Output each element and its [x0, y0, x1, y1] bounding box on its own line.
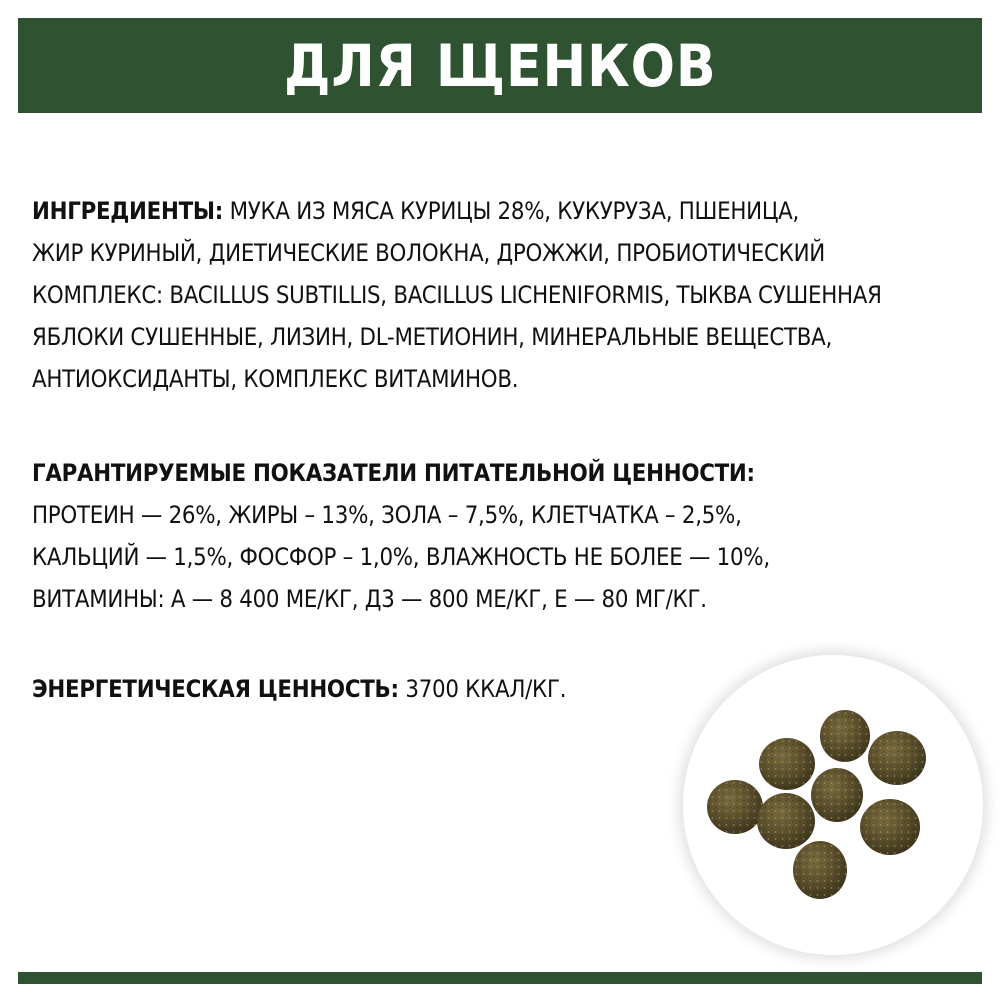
- guaranteed-line-2: КАЛЬЦИЙ — 1,5%, ФОСФОР – 1,0%, ВЛАЖНОСТЬ НЕ БОЛЕЕ — 10%,: [32, 543, 770, 571]
- ingredients-line-1: [32, 190, 993, 232]
- kibble-image: [683, 655, 983, 955]
- kibble-piece: [707, 780, 763, 834]
- ingredients-line-2: ЖИР КУРИНЫЙ, ДИЕТИЧЕСКИЕ ВОЛОКНА, ДРОЖЖИ, ПРОБИОТИЧЕСКИЙ: [32, 239, 826, 267]
- page-title: ДЛЯ ЩЕНКОВ: [283, 31, 717, 100]
- bottom-bar: [18, 972, 982, 984]
- kibble-illustration: [683, 655, 983, 955]
- product-info: [32, 190, 992, 703]
- guaranteed-analysis-section: [32, 452, 993, 620]
- guaranteed-line-1: ПРОТЕИН — 26%, ЖИРЫ – 13%, ЗОЛА – 7,5%, КЛЕТЧАТКА – 2,5%,: [32, 501, 742, 529]
- energy-label: ЭНЕРГЕТИЧЕСКАЯ ЦЕННОСТЬ:: [32, 675, 399, 703]
- kibble-piece: [759, 738, 815, 790]
- kibble-piece: [820, 710, 870, 762]
- kibble-piece: [811, 768, 863, 822]
- ingredients-line-3: КОМПЛЕКС: BACILLUS SUBTILLIS, BACILLUS LICHENIFORMIS, ТЫКВА СУШЕННАЯ: [32, 281, 882, 309]
- ingredients-section: [32, 190, 993, 400]
- guaranteed-analysis-label: ГАРАНТИРУЕМЫЕ ПОКАЗАТЕЛИ ПИТАТЕЛЬНОЙ ЦЕННОСТИ:: [32, 459, 755, 487]
- kibble-piece: [860, 799, 920, 855]
- kibble-piece: [757, 793, 815, 849]
- header-bar: [18, 18, 982, 113]
- energy-value: 3700 ККАЛ/КГ.: [405, 675, 567, 703]
- kibble-piece: [793, 841, 847, 899]
- ingredients-label: ИНГРЕДИЕНТЫ:: [32, 197, 224, 225]
- kibble-piece: [868, 731, 926, 785]
- ingredients-line-4: ЯБЛОКИ СУШЕННЫЕ, ЛИЗИН, DL-МЕТИОНИН, МИНЕРАЛЬНЫЕ ВЕЩЕСТВА,: [32, 323, 833, 351]
- guaranteed-line-3: ВИТАМИНЫ: А — 8 400 МЕ/КГ, Д3 — 800 МЕ/КГ, Е — 80 МГ/КГ.: [32, 585, 707, 613]
- ingredients-line-5: АНТИОКСИДАНТЫ, КОМПЛЕКС ВИТАМИНОВ.: [32, 365, 519, 393]
- ingredients-text: МУКА ИЗ МЯСА КУРИЦЫ 28%, КУКУРУЗА, ПШЕНИЦА,: [229, 197, 800, 225]
- kibble-pieces: [707, 710, 926, 899]
